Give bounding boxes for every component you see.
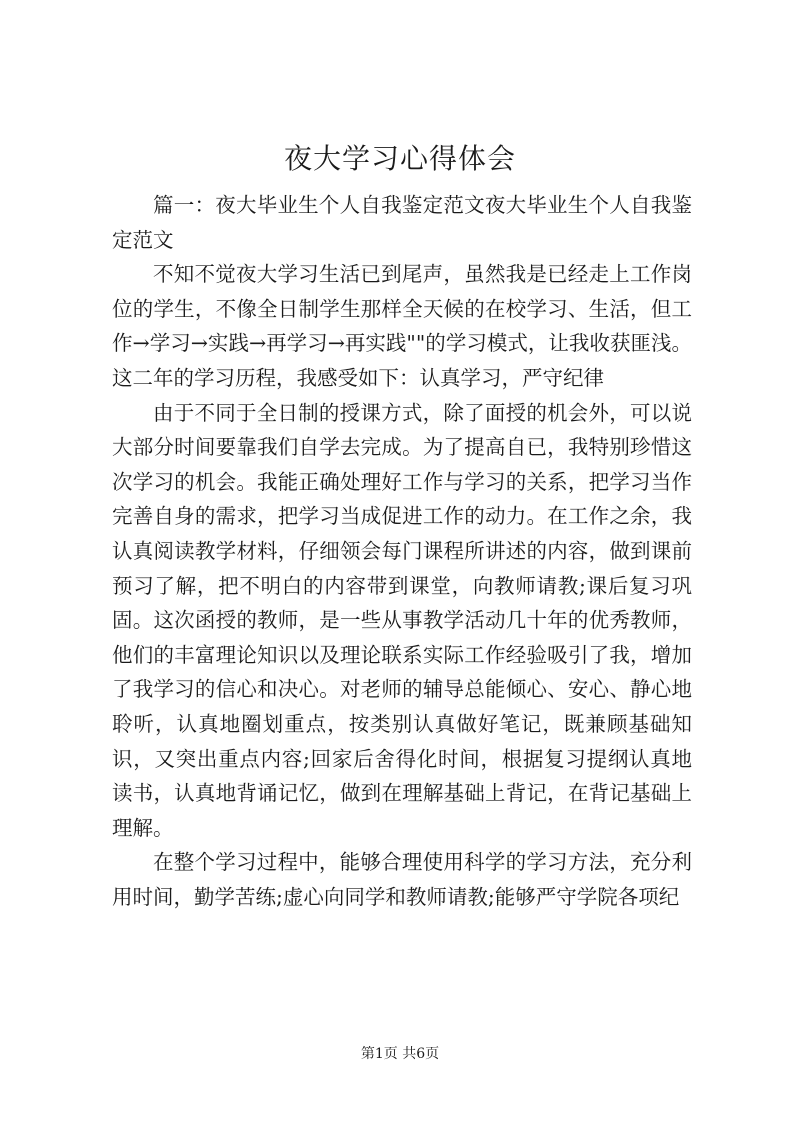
document-body [112, 188, 692, 914]
page-footer: 第1页 共6页 [360, 1046, 440, 1062]
paragraph-4: 在整个学习过程中，能够合理使用科学的学习方法，充分利用时间，勤学苦练;虚心向同学和教师请教;能够严守学院各项纪 [112, 850, 692, 909]
paragraph-2: 不知不觉夜大学习生活已到尾声，虽然我是已经走上工作岗位的学生，不像全日制学生那样全天候的在校学习、生活，但工作→学习→实践→再学习→再实践""的学习模式，让我收获匪浅。这二年的学习历程，我感受如下：认真学习，严守纪律 [112, 262, 692, 390]
document-title: 夜大学习心得体会 [283, 142, 516, 175]
paragraph-3: 由于不同于全日制的授课方式，除了面授的机会外，可以说大部分时间要靠我们自学去完成。为了提高自已，我特别珍惜这次学习的机会。我能正确处理好工作与学习的关系，把学习当作完善自身的需求，把学习当成促进工作的动力。在工作之余，我认真阅读教学材料，仔细领会每门课程所讲述的内容，做到课前预习了解，把不明白的内容带到课堂，向教师请教;课后复习巩固。这次函授的教师，是一些从事教学活动几十年的优秀教师，他们的丰富理论知识以及理论联系实际工作经验吸引了我，增加了我学习的信心和决心。对老师的辅导总能倾心、安心、静心地聆听，认真地圈划重点，按类别认真做好笔记，既兼顾基础知识，又突出重点内容;回家后舍得化时间，根据复习提纲认真地读书，认真地背诵记忆，做到在理解基础上背记，在背记基础上理解。 [112, 400, 692, 840]
paragraph-1: 篇一：夜大毕业生个人自我鉴定范文夜大毕业生个人自我鉴定范文 [112, 193, 692, 252]
